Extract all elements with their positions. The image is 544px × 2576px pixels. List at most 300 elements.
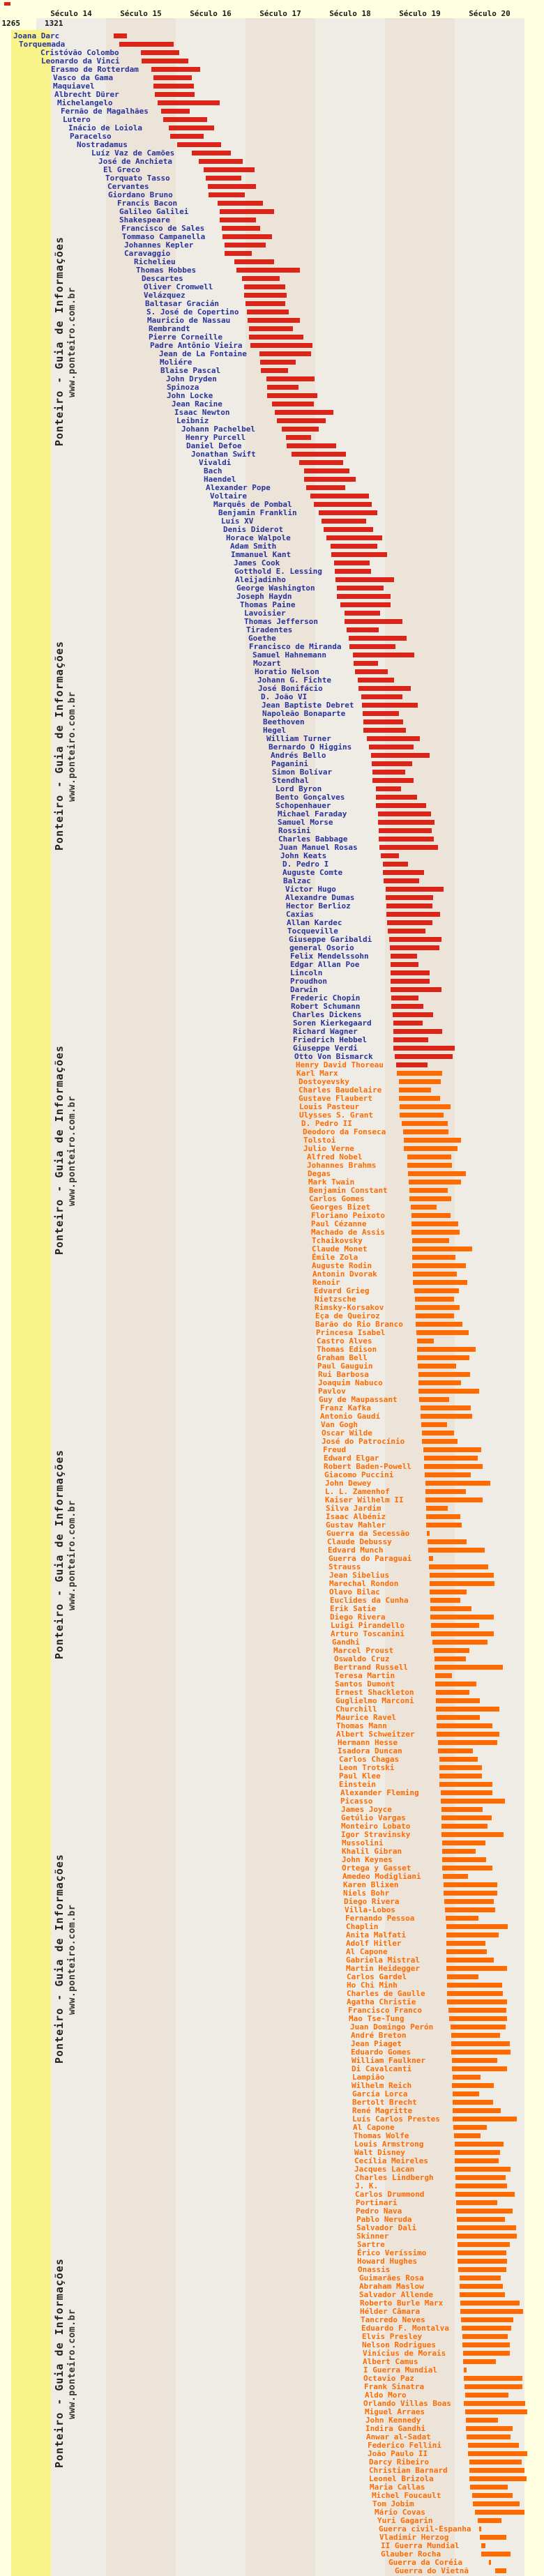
person-name[interactable]: Andrés Bello xyxy=(271,751,326,760)
person-name[interactable]: Proudhon xyxy=(290,977,327,986)
person-name[interactable]: Anita Malfati xyxy=(346,1930,407,1939)
person-name[interactable]: José do Patrocínio xyxy=(322,1437,405,1446)
person-name[interactable]: Robert Schumann xyxy=(291,1002,361,1011)
person-name[interactable]: Charles Babbage xyxy=(278,834,348,844)
person-name[interactable]: Thomas Edison xyxy=(317,1345,377,1354)
person-name[interactable]: Rossini xyxy=(278,826,311,835)
person-name[interactable]: Tiradentes xyxy=(246,625,293,634)
person-name[interactable]: Dostoyevsky xyxy=(299,1077,349,1086)
person-name[interactable]: Bernardo O Higgins xyxy=(269,742,352,752)
person-name[interactable]: Francisco de Miranda xyxy=(249,642,342,651)
person-name[interactable]: Abraham Maslow xyxy=(359,2282,424,2291)
person-name[interactable]: Frederic Chopin xyxy=(291,993,361,1003)
person-name[interactable]: Vivaldi xyxy=(199,458,232,467)
person-name[interactable]: Carlos Drummond xyxy=(355,2190,425,2199)
person-name[interactable]: Mauricio de Nassau xyxy=(147,316,231,325)
person-name[interactable]: Lincoln xyxy=(290,968,323,977)
person-name[interactable]: Paul Klee xyxy=(339,1771,381,1781)
person-name[interactable]: Karen Blixen xyxy=(343,1880,399,1889)
person-name[interactable]: Khalil Gibran xyxy=(342,1847,402,1856)
person-name[interactable]: Isadora Duncan xyxy=(338,1746,402,1755)
person-name[interactable]: Charles Lindbergh xyxy=(355,2173,434,2182)
person-name[interactable]: Luíz Vaz de Camões xyxy=(91,148,175,158)
person-name[interactable]: Julio Verne xyxy=(303,1144,354,1153)
person-name[interactable]: Jean Piaget xyxy=(351,2039,402,2048)
person-name[interactable]: Vladimir Herzog xyxy=(379,2533,449,2542)
person-name[interactable]: Degas xyxy=(308,1169,331,1178)
person-name[interactable]: Johannes Kepler xyxy=(124,241,194,250)
person-name[interactable]: Princesa Isabel xyxy=(316,1328,386,1337)
person-name[interactable]: William Faulkner xyxy=(352,2056,425,2065)
person-name[interactable]: Albert Camus xyxy=(363,2357,418,2366)
person-name[interactable]: João Paulo II xyxy=(368,2449,428,2458)
person-name[interactable]: Anwar al-Sadat xyxy=(366,2432,431,2441)
person-name[interactable]: Johann Pachelbel xyxy=(181,425,255,434)
person-name[interactable]: Beethoven xyxy=(263,717,305,726)
person-name[interactable]: Thomas Paine xyxy=(240,600,296,609)
person-name[interactable]: Friedrich Hebbel xyxy=(293,1035,367,1044)
person-name[interactable]: Jonathan Swift xyxy=(191,450,256,459)
person-name[interactable]: Thomas Mann xyxy=(336,1721,387,1730)
person-name[interactable]: Giuseppe Garibaldi xyxy=(289,935,372,944)
person-name[interactable]: Georges Bizet xyxy=(310,1203,371,1212)
person-name[interactable]: Octavio Paz xyxy=(363,2374,414,2383)
person-name[interactable]: Shakespeare xyxy=(119,215,170,224)
person-name[interactable]: Adam Smith xyxy=(230,542,277,551)
person-name[interactable]: Otto Von Bismarck xyxy=(294,1052,373,1061)
person-name[interactable]: Vasco da Gama xyxy=(53,73,114,82)
person-name[interactable]: Hegel xyxy=(263,726,287,735)
person-name[interactable]: Torquato Tasso xyxy=(105,174,170,183)
person-name[interactable]: André Breton xyxy=(351,2031,407,2040)
person-name[interactable]: Isaac Albéniz xyxy=(326,1512,386,1521)
person-name[interactable]: Hermann Hesse xyxy=(338,1738,398,1747)
person-name[interactable]: Hector Berlioz xyxy=(286,901,351,910)
person-name[interactable]: D. Pedro II xyxy=(301,1119,352,1128)
person-name[interactable]: Stendhal xyxy=(272,776,309,785)
person-name[interactable]: Allan Kardec xyxy=(287,918,342,927)
person-name[interactable]: Rui Barbosa xyxy=(318,1370,369,1379)
person-name[interactable]: Johannes Brahms xyxy=(307,1161,377,1170)
person-name[interactable]: Gustave Flaubert xyxy=(299,1094,372,1103)
person-name[interactable]: Rimsky-Korsakov xyxy=(315,1303,384,1312)
person-name[interactable]: John Keynes xyxy=(342,1855,393,1864)
person-name[interactable]: Caxias xyxy=(286,910,314,919)
person-name[interactable]: Joseph Haydn xyxy=(236,592,292,601)
person-name[interactable]: Rembrandt xyxy=(149,324,190,333)
person-name[interactable]: Deodoro da Fonseca xyxy=(303,1127,386,1136)
person-name[interactable]: Carlos Gardel xyxy=(347,1972,407,1981)
person-name[interactable]: Torquemada xyxy=(19,40,66,49)
person-name[interactable]: Al Capone xyxy=(346,1947,388,1956)
person-name[interactable]: Antonio Gaudí xyxy=(320,1412,381,1421)
person-name[interactable]: Aleijadinho xyxy=(235,575,286,584)
person-name[interactable]: Erik Satie xyxy=(330,1604,377,1613)
person-name[interactable]: Henry Purcell xyxy=(186,433,246,442)
person-name[interactable]: Jacques Lacan xyxy=(354,2165,415,2174)
person-name[interactable]: Elvis Presley xyxy=(362,2332,423,2341)
person-name[interactable]: Claude Debussy xyxy=(327,1537,392,1546)
person-name[interactable]: Gandhi xyxy=(332,1638,360,1647)
person-name[interactable]: Lampião xyxy=(352,2073,385,2082)
person-name[interactable]: Oswaldo Cruz xyxy=(334,1654,390,1663)
person-name[interactable]: Federico Fellini xyxy=(368,2441,441,2450)
person-name[interactable]: Louis Pasteur xyxy=(299,1102,360,1111)
person-name[interactable]: Guy de Maupassant xyxy=(319,1395,398,1404)
person-name[interactable]: Samuel Hahnemann xyxy=(252,650,326,660)
person-name[interactable]: Carlos Chagas xyxy=(339,1755,400,1764)
person-name[interactable]: Horatio Nelson xyxy=(255,667,319,676)
person-name[interactable]: Charles Baudelaire xyxy=(299,1085,382,1095)
person-name[interactable]: Edward Elgar xyxy=(324,1454,379,1463)
person-name[interactable]: Walt Disney xyxy=(354,2148,405,2157)
event-name[interactable]: Guerra do Vietnã xyxy=(395,2566,469,2575)
person-name[interactable]: Erasmo de Rotterdam xyxy=(51,65,139,74)
person-name[interactable]: Leonel Brizola xyxy=(369,2474,434,2483)
person-name[interactable]: El Greco xyxy=(103,165,140,174)
person-name[interactable]: Michael Faraday xyxy=(278,809,347,818)
person-name[interactable]: Michel Foucault xyxy=(372,2491,441,2500)
person-name[interactable]: Voltaire xyxy=(210,491,247,501)
person-name[interactable]: Agatha Christie xyxy=(347,1997,416,2006)
person-name[interactable]: Galileo Galilei xyxy=(119,207,189,216)
person-name[interactable]: Auguste Rodin xyxy=(312,1261,372,1270)
person-name[interactable]: José Bonifácio xyxy=(258,684,323,693)
event-name[interactable]: Guerra da Coréia xyxy=(388,2558,462,2567)
person-name[interactable]: Paul Cézanne xyxy=(311,1219,367,1228)
site-url-vertical[interactable]: www.ponteiro.com.br xyxy=(67,287,77,397)
person-name[interactable]: Marechal Rondon xyxy=(329,1579,399,1588)
person-name[interactable]: J. K. xyxy=(355,2181,379,2190)
person-name[interactable]: Felix Mendelssohn xyxy=(290,952,369,961)
person-name[interactable]: Alexandre Dumas xyxy=(285,893,355,902)
person-name[interactable]: Marcel Proust xyxy=(333,1646,394,1655)
person-name[interactable]: Émile Zola xyxy=(312,1253,358,1262)
person-name[interactable]: James Cook xyxy=(234,558,280,567)
person-name[interactable]: Inácio de Loiola xyxy=(68,123,142,132)
person-name[interactable]: Gabriela Mistral xyxy=(346,1956,420,1965)
person-name[interactable]: John Locke xyxy=(167,391,213,400)
person-name[interactable]: Portinari xyxy=(356,2198,398,2207)
person-name[interactable]: Leibniz xyxy=(176,416,209,425)
person-name[interactable]: Di Cavalcanti xyxy=(352,2064,412,2073)
person-name[interactable]: Darwin xyxy=(290,985,318,994)
person-name[interactable]: Tolstoi xyxy=(303,1136,336,1145)
person-name[interactable]: García Lorca xyxy=(352,2089,408,2098)
person-name[interactable]: Castro Alves xyxy=(317,1336,372,1346)
person-name[interactable]: Thomas Jefferson xyxy=(244,617,318,626)
person-name[interactable]: Maurice Ravel xyxy=(336,1713,397,1722)
person-name[interactable]: Fernão de Magalhães xyxy=(61,107,149,116)
person-name[interactable]: Gotthold E. Lessing xyxy=(234,567,322,576)
person-name[interactable]: Al Capone xyxy=(353,2123,395,2132)
person-name[interactable]: Oscar Wilde xyxy=(322,1428,372,1438)
person-name[interactable]: Sartre xyxy=(357,2240,385,2249)
person-name[interactable]: Immanuel Kant xyxy=(231,550,292,559)
person-name[interactable]: Eduardo F. Montalva xyxy=(361,2324,449,2333)
event-name[interactable]: Guerra do Paraguai xyxy=(328,1554,412,1563)
person-name[interactable]: Nelson Rodrigues xyxy=(362,2340,436,2349)
person-name[interactable]: L. L. Zamenhof xyxy=(325,1487,390,1496)
person-name[interactable]: Howard Hughes xyxy=(357,2257,418,2266)
person-name[interactable]: Franz Kafka xyxy=(320,1403,371,1412)
person-name[interactable]: Denis Diderot xyxy=(223,525,284,534)
person-name[interactable]: Tancredo Neves xyxy=(361,2315,425,2324)
person-name[interactable]: Giuseppe Verdi xyxy=(293,1044,358,1053)
person-name[interactable]: Francisco Franco xyxy=(348,2006,422,2015)
person-name[interactable]: Albrecht Dürer xyxy=(54,90,119,99)
person-name[interactable]: Descartes xyxy=(142,274,183,283)
person-name[interactable]: Cecília Meireles xyxy=(354,2156,428,2165)
person-name[interactable]: Guimarães Rosa xyxy=(359,2273,424,2282)
person-name[interactable]: John Kennedy xyxy=(365,2416,421,2425)
person-name[interactable]: Antonin Dvorak xyxy=(312,1270,377,1279)
person-name[interactable]: Picasso xyxy=(340,1797,373,1806)
person-name[interactable]: Tocqueville xyxy=(287,927,338,936)
person-name[interactable]: Tommaso Campanella xyxy=(122,232,206,241)
person-name[interactable]: Orlando Villas Boas xyxy=(363,2399,451,2408)
person-name[interactable]: Karl Marx xyxy=(296,1069,338,1078)
person-name[interactable]: D. Pedro I xyxy=(282,860,329,869)
person-name[interactable]: Benjamin Constant xyxy=(309,1186,388,1195)
person-name[interactable]: Luigi Pirandello xyxy=(331,1621,405,1630)
person-name[interactable]: Lavoisier xyxy=(244,609,286,618)
person-name[interactable]: Bach xyxy=(204,466,222,475)
person-name[interactable]: Carlos Gomes xyxy=(309,1194,365,1203)
person-name[interactable]: José de Anchieta xyxy=(98,157,172,166)
person-name[interactable]: Mário Covas xyxy=(375,2508,425,2517)
person-name[interactable]: Churchill xyxy=(335,1705,377,1714)
person-name[interactable]: Johann G. Fichte xyxy=(257,676,331,685)
person-name[interactable]: Machado de Assis xyxy=(311,1228,385,1237)
person-name[interactable]: Christian Barnard xyxy=(369,2466,448,2475)
person-name[interactable]: Vinícius de Morais xyxy=(363,2349,446,2358)
person-name[interactable]: Lord Byron xyxy=(275,784,322,793)
person-name[interactable]: Aldo Moro xyxy=(365,2391,407,2400)
person-name[interactable]: Giordano Bruno xyxy=(108,190,173,199)
person-name[interactable]: Diego Rivera xyxy=(344,1897,400,1906)
event-name[interactable]: Guerra da Secessão xyxy=(326,1529,410,1538)
person-name[interactable]: Alfred Nobel xyxy=(307,1152,363,1161)
person-name[interactable]: Miguel Arraes xyxy=(365,2407,425,2416)
person-name[interactable]: Diego Rivera xyxy=(330,1613,386,1622)
person-name[interactable]: Claude Monet xyxy=(312,1244,368,1253)
event-name[interactable]: I Guerra Mundial xyxy=(363,2365,437,2375)
person-name[interactable]: Amedeo Modigliani xyxy=(342,1872,421,1881)
person-name[interactable]: Giacomo Puccini xyxy=(324,1470,394,1479)
person-name[interactable]: Richard Wagner xyxy=(293,1027,358,1036)
event-name[interactable]: II Guerra Mundial xyxy=(381,2541,460,2550)
site-url-vertical[interactable]: www.ponteiro.com.br xyxy=(67,691,77,802)
person-name[interactable]: Ho Chi Minh xyxy=(347,1981,398,1990)
person-name[interactable]: S. José de Copertino xyxy=(146,307,239,317)
person-name[interactable]: Jean Baptiste Debret xyxy=(262,701,354,710)
person-name[interactable]: Ortega y Gasset xyxy=(342,1864,411,1873)
person-name[interactable]: Benjamin Franklin xyxy=(218,508,297,517)
person-name[interactable]: Charles de Gaulle xyxy=(347,1989,425,1998)
person-name[interactable]: Luís Carlos Prestes xyxy=(352,2114,440,2124)
person-name[interactable]: Louis Armstrong xyxy=(354,2140,424,2149)
person-name[interactable]: Edvard Grieg xyxy=(314,1286,370,1295)
person-name[interactable]: Henry David Thoreau xyxy=(296,1060,384,1069)
person-name[interactable]: Goethe xyxy=(248,634,276,643)
person-name[interactable]: Lutero xyxy=(63,115,91,124)
person-name[interactable]: Onassis xyxy=(358,2265,391,2274)
person-name[interactable]: Adolf Hitler xyxy=(346,1939,402,1948)
person-name[interactable]: Haendel xyxy=(204,475,236,484)
person-name[interactable]: John Dewey xyxy=(325,1479,372,1488)
person-name[interactable]: Van Gogh xyxy=(321,1420,358,1429)
person-name[interactable]: Horace Walpole xyxy=(226,533,291,542)
person-name[interactable]: Paul Gauguin xyxy=(317,1362,373,1371)
person-name[interactable]: Francisco de Sales xyxy=(121,224,205,233)
person-name[interactable]: Leonardo da Vinci xyxy=(41,56,120,66)
person-name[interactable]: Soren Kierkegaard xyxy=(293,1019,372,1028)
person-name[interactable]: Mao Tse-Tung xyxy=(349,2014,405,2023)
person-name[interactable]: Nostradamus xyxy=(77,140,128,149)
person-name[interactable]: Napoleão Bonaparte xyxy=(262,709,346,718)
person-name[interactable]: Darcy Ribeiro xyxy=(369,2457,430,2467)
person-name[interactable]: Edvard Munch xyxy=(328,1546,384,1555)
person-name[interactable]: Simon Bolívar xyxy=(272,768,333,777)
person-name[interactable]: Spinoza xyxy=(167,383,199,392)
person-name[interactable]: Skinner xyxy=(356,2232,389,2241)
person-name[interactable]: Maquiavel xyxy=(53,82,95,91)
person-name[interactable]: Marquês de Pombal xyxy=(213,500,292,509)
person-name[interactable]: Pavlov xyxy=(318,1387,346,1396)
person-name[interactable]: Auguste Comte xyxy=(282,868,343,877)
person-name[interactable]: Blaise Pascal xyxy=(160,366,221,375)
person-name[interactable]: Velázquez xyxy=(144,291,186,300)
person-name[interactable]: Alexander Fleming xyxy=(340,1788,419,1797)
person-name[interactable]: Alexander Pope xyxy=(206,483,271,492)
event-name[interactable]: Guerra civil-Espanha xyxy=(379,2524,471,2533)
person-name[interactable]: Silva Jardim xyxy=(326,1504,381,1513)
person-name[interactable]: Santos Dumont xyxy=(335,1679,395,1689)
person-name[interactable]: Igor Stravinsky xyxy=(341,1830,411,1839)
person-name[interactable]: James Joyce xyxy=(341,1805,392,1814)
person-name[interactable]: Euclides da Cunha xyxy=(330,1596,409,1605)
person-name[interactable]: Maria Callas xyxy=(370,2483,425,2492)
person-name[interactable]: Eduardo Gomes xyxy=(351,2048,411,2057)
person-name[interactable]: Roberto Burle Marx xyxy=(360,2299,444,2308)
person-name[interactable]: Érico Veríssimo xyxy=(357,2248,427,2257)
person-name[interactable]: Paganini xyxy=(271,759,308,768)
person-name[interactable]: Arturo Toscanini xyxy=(331,1629,405,1638)
person-name[interactable]: Michelangelo xyxy=(57,98,113,107)
person-name[interactable]: Indira Gandhi xyxy=(365,2424,426,2433)
person-name[interactable]: Victor Hugo xyxy=(285,885,336,894)
person-name[interactable]: Barão do Rio Branco xyxy=(315,1320,403,1329)
person-name[interactable]: Padre Antônio Vieira xyxy=(150,341,243,350)
person-name[interactable]: Strauss xyxy=(328,1562,361,1571)
person-name[interactable]: Leon Trotski xyxy=(339,1763,395,1772)
person-name[interactable]: Fernando Pessoa xyxy=(345,1914,415,1923)
person-name[interactable]: Wilhelm Reich xyxy=(352,2081,412,2090)
person-name[interactable]: Renoir xyxy=(312,1278,340,1287)
person-name[interactable]: Hélder Câmara xyxy=(360,2307,421,2316)
person-name[interactable]: Freud xyxy=(323,1445,347,1454)
person-name[interactable]: Chaplin xyxy=(346,1922,379,1931)
person-name[interactable]: Ulysses S. Grant xyxy=(299,1111,373,1120)
person-name[interactable]: Niels Bohr xyxy=(343,1889,390,1898)
person-name[interactable]: Cervantes xyxy=(107,182,149,191)
person-name[interactable]: Mark Twain xyxy=(308,1178,355,1187)
person-name[interactable]: George Washington xyxy=(236,584,315,593)
person-name[interactable]: Francis Bacon xyxy=(117,199,178,208)
person-name[interactable]: Caravaggio xyxy=(124,249,171,258)
person-name[interactable]: Thomas Hobbes xyxy=(136,266,197,275)
site-url-vertical[interactable]: www.ponteiro.com.br xyxy=(67,1904,77,2015)
person-name[interactable]: Salvador Dali xyxy=(356,2223,417,2232)
person-name[interactable]: Samuel Morse xyxy=(278,818,333,827)
person-name[interactable]: Oliver Cromwell xyxy=(144,282,213,291)
person-name[interactable]: D. João VI xyxy=(261,692,308,701)
person-name[interactable]: Pablo Neruda xyxy=(356,2215,412,2224)
person-name[interactable]: Pedro Nava xyxy=(356,2207,402,2216)
person-name[interactable]: Nietzsche xyxy=(315,1295,356,1304)
person-name[interactable]: Olavo Bilac xyxy=(329,1587,380,1596)
site-url-vertical[interactable]: www.ponteiro.com.br xyxy=(67,1500,77,1610)
person-name[interactable]: general Osorio xyxy=(289,943,354,952)
person-name[interactable]: Monteiro Lobato xyxy=(341,1822,411,1831)
person-name[interactable]: Salvador Allende xyxy=(359,2290,433,2299)
person-name[interactable]: Jean Sibelius xyxy=(329,1571,390,1580)
person-name[interactable]: Eça de Queiroz xyxy=(315,1311,380,1320)
person-name[interactable]: Bertrand Russell xyxy=(334,1663,408,1672)
person-name[interactable]: Teresa Martin xyxy=(335,1671,395,1680)
person-name[interactable]: Floriano Peixoto xyxy=(311,1211,385,1220)
person-name[interactable]: Gustav Mahler xyxy=(326,1521,386,1530)
person-name[interactable]: Schopenhauer xyxy=(275,801,331,810)
person-name[interactable]: Moliére xyxy=(160,358,192,367)
person-name[interactable]: Daniel Defoe xyxy=(186,441,242,450)
person-name[interactable]: Richelieu xyxy=(134,257,176,266)
person-name[interactable]: Guglielmo Marconi xyxy=(335,1696,414,1705)
person-name[interactable]: Villa-Lobos xyxy=(345,1905,395,1914)
person-name[interactable]: Bento Gonçalves xyxy=(275,793,345,802)
person-name[interactable]: Baltasar Gracián xyxy=(145,299,219,308)
site-url-vertical[interactable]: www.ponteiro.com.br xyxy=(67,2308,77,2419)
person-name[interactable]: Luís XV xyxy=(221,517,254,526)
person-name[interactable]: Isaac Newton xyxy=(174,408,230,417)
person-name[interactable]: Joaquim Nabuco xyxy=(318,1378,383,1387)
person-name[interactable]: Edgar Allan Poe xyxy=(290,960,360,969)
person-name[interactable]: Getúlio Vargas xyxy=(341,1813,406,1822)
person-name[interactable]: John Dryden xyxy=(166,374,217,383)
person-name[interactable]: Paracelso xyxy=(70,132,112,141)
person-name[interactable]: William Turner xyxy=(266,734,331,743)
person-name[interactable]: Mozart xyxy=(253,659,281,668)
person-name[interactable]: Balzac xyxy=(283,876,311,885)
person-name[interactable]: Tchaikovsky xyxy=(312,1236,363,1245)
person-name[interactable]: Joana Darc xyxy=(13,31,60,40)
person-name[interactable]: Robert Baden-Powell xyxy=(324,1462,411,1471)
person-name[interactable]: John Keats xyxy=(280,851,327,860)
site-url-vertical[interactable]: www.ponteiro.com.br xyxy=(67,1095,77,1206)
person-name[interactable]: Frank Sinatra xyxy=(364,2382,425,2391)
person-name[interactable]: Graham Bell xyxy=(317,1353,368,1362)
person-name[interactable]: Juan Domingo Perón xyxy=(350,2022,434,2032)
person-name[interactable]: Tom Jobim xyxy=(372,2499,414,2508)
person-name[interactable]: Glauber Rocha xyxy=(381,2550,441,2559)
person-name[interactable]: Charles Dickens xyxy=(292,1010,362,1019)
person-name[interactable]: Jean de La Fontaine xyxy=(159,349,247,358)
person-name[interactable]: Einstein xyxy=(339,1780,376,1789)
person-name[interactable]: Yuri Gagarin xyxy=(377,2516,433,2525)
person-name[interactable]: Cristóvão Colombo xyxy=(40,48,119,57)
person-name[interactable]: Jean Racine xyxy=(172,399,222,409)
